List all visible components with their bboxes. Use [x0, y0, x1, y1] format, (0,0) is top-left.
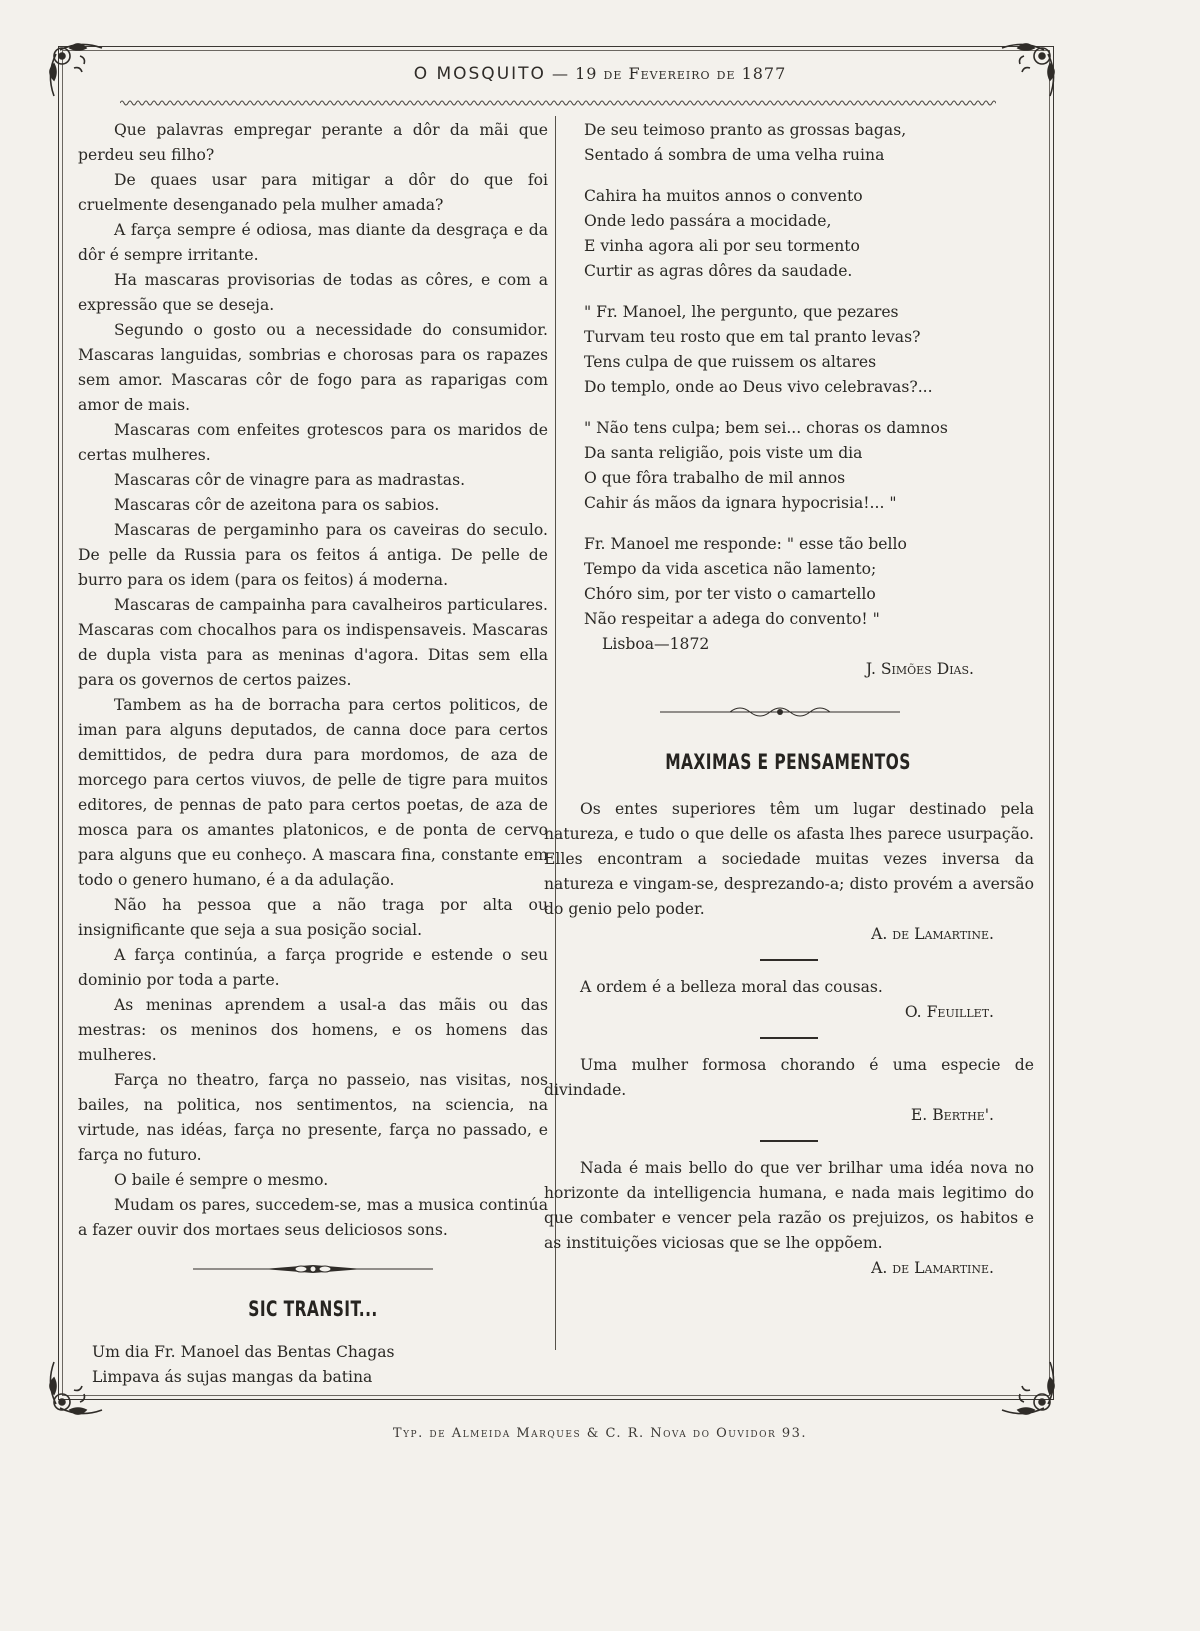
page-header: [0, 64, 1200, 84]
article-paragraph: Mascaras com enfeites grotescos para os maridos de certas mulheres.: [78, 421, 548, 464]
header-wavy-rule: [120, 98, 996, 108]
poem-stanza: [584, 184, 1034, 284]
maxima-text: Nada é mais bello do que ver brilhar uma idéa nova no horizonte da intelligencia humana, e nada mais legitimo do que combater e vencer pela razão os prejuizos, os habitos e as instituições viciosas que se lhe oppõem.: [544, 1159, 1034, 1252]
poem-stanza: [584, 416, 1034, 516]
article-paragraph: Mascaras de campainha para cavalheiros particulares. Mascaras com chocalhos para os indispensaveis. Mascaras de dupla vista para as meninas d'agora. Ditas sem ella para os governos de certos paizes.: [78, 596, 548, 689]
maxima-separator-rule: [760, 959, 818, 961]
maxima-separator-rule: [760, 1140, 818, 1142]
sic-transit-poem-start: [92, 1340, 548, 1390]
poem-place-date: Lisboa—1872: [602, 635, 710, 653]
maxima-text: A ordem é a belleza moral das cousas.: [580, 978, 883, 996]
article-paragraph: Ha mascaras provisorias de todas as côres, e com a expressão que se deseja.: [78, 271, 548, 314]
corner-ornament-bottom-right: [992, 1352, 1064, 1424]
poem-line: Cahira ha muitos annos o convento: [584, 187, 863, 205]
article-paragraph: Segundo o gosto ou a necessidade do consumidor. Mascaras languidas, sombrias e chorosas para os rapazes sem amor. Mascaras côr de fogo para as raparigas com amor de mais.: [78, 321, 548, 414]
poem-line: Turvam teu rosto que em tal pranto levas?: [584, 328, 921, 346]
maxima-author: A. de Lamartine.: [871, 1259, 994, 1277]
poem-stanza: [584, 118, 1034, 168]
maxima-author: A. de Lamartine.: [871, 925, 994, 943]
maxima-text: Uma mulher formosa chorando é uma especie de divindade.: [544, 1056, 1034, 1099]
maxima-text: Os entes superiores têm um lugar destinado pela natureza, e tudo o que delle os afasta lhes parece usurpação. Elles encontram a sociedade muitas vezes inversa da natureza e vingam-se, desprezando-a; disto provém a aversão do genio pelo poder.: [544, 800, 1034, 918]
article-paragraph: A farça continúa, a farça progride e estende o seu dominio por toda a parte.: [78, 946, 548, 989]
article-paragraph: Que palavras empregar perante a dôr da mãi que perdeu seu filho?: [78, 121, 548, 164]
section-ornament-divider: [660, 704, 900, 720]
poem-line: Curtir as agras dôres da saudade.: [584, 262, 853, 280]
maximas-list: [544, 797, 1034, 1281]
issue-date: — 19 de Fevereiro de 1877: [552, 64, 787, 83]
article-paragraph: Não ha pessoa que a não traga por alta ou insignificante que seja a sua posição social.: [78, 896, 548, 939]
poem-line: Do templo, onde ao Deus vivo celebravas?...: [584, 378, 933, 396]
right-column: [544, 118, 1034, 1281]
poem-line: Tens culpa de que ruissem os altares: [584, 353, 877, 371]
poem-line: Um dia Fr. Manoel das Bentas Chagas: [92, 1343, 395, 1361]
poem-line: De seu teimoso pranto as grossas bagas,: [584, 121, 907, 139]
poem-line: Fr. Manoel me responde: " esse tão bello: [584, 535, 907, 553]
printer-imprint: Typ. de Almeida Marques & C. R. Nova do Ouvidor 93.: [392, 1426, 808, 1441]
article-paragraph: As meninas aprendem a usal-a das mãis ou das mestras: os meninos dos homens, e os homens das mulheres.: [78, 996, 548, 1064]
poem-line: Cahir ás mãos da ignara hypocrisia!... ": [584, 494, 897, 512]
poem-line: Tempo da vida ascetica não lamento;: [584, 560, 877, 578]
poem-line: Onde ledo passára a mocidade,: [584, 212, 832, 230]
article-paragraph: Mudam os pares, succedem-se, mas a musica continúa a fazer ouvir dos mortaes seus deliciosos sons.: [78, 1196, 548, 1239]
article-paragraph: Farça no theatro, farça no passeio, nas visitas, nos bailes, na politica, nos sentimentos, na sciencia, na virtude, nas idéas, farça no presente, farça no passado, e farça no futuro.: [78, 1071, 548, 1164]
poem-line: " Não tens culpa; bem sei... choras os damnos: [584, 419, 948, 437]
poem-line: Chóro sim, por ter visto o camartello: [584, 585, 876, 603]
poem-stanza: [584, 532, 1034, 632]
article-masks: [78, 118, 548, 1243]
left-column: [78, 118, 548, 1390]
article-paragraph: Mascaras de pergaminho para os caveiras do seculo. De pelle da Russia para os feitos á antiga. De pelle de burro para os idem (para os feitos) á moderna.: [78, 521, 548, 589]
poem-stanza: [584, 300, 1034, 400]
maximas-title: MAXIMAS E PENSAMENTOS: [665, 750, 911, 774]
poem-author: J. Simões Dias.: [865, 660, 974, 678]
poem-line: Não respeitar a adega do convento! ": [584, 610, 880, 628]
article-paragraph: Tambem as ha de borracha para certos politicos, de iman para alguns deputados, de canna doce para certos demittidos, de pedra dura para mordomos, de aza de morcego para certos viuvos, de pelle de tigre para muitos editores, de pennas de pato para certos poetas, de aza de mosca para os amantes platonicos, e de ponta de cervo para alguns que eu conheço. A mascara fina, constante em todo o genero humano, é a da adulação.: [78, 696, 548, 889]
poem-line: " Fr. Manoel, lhe pergunto, que pezares: [584, 303, 899, 321]
poem-line: Limpava ás sujas mangas da batina: [92, 1368, 373, 1386]
poem-line: Da santa religião, pois viste um dia: [584, 444, 863, 462]
article-paragraph: De quaes usar para mitigar a dôr do que foi cruelmente desenganado pela mulher amada?: [78, 171, 548, 214]
poem-line: Sentado á sombra de uma velha ruina: [584, 146, 885, 164]
sic-transit-title: SIC TRANSIT...: [248, 1297, 378, 1321]
maxima-author: E. Berthe'.: [910, 1106, 994, 1124]
section-ornament-divider: [193, 1261, 433, 1277]
article-paragraph: Mascaras côr de vinagre para as madrastas.: [114, 471, 466, 489]
masthead-title: O MOSQUITO: [413, 64, 546, 84]
maxima-separator-rule: [760, 1037, 818, 1039]
poem-line: O que fôra trabalho de mil annos: [584, 469, 846, 487]
article-paragraph: Mascaras côr de azeitona para os sabios.: [114, 496, 440, 514]
poem-line: E vinha agora ali por seu tormento: [584, 237, 860, 255]
article-paragraph: A farça sempre é odiosa, mas diante da desgraça e da dôr é sempre irritante.: [78, 221, 548, 264]
sic-transit-poem-continued: [572, 118, 1034, 632]
maxima-author: O. Feuillet.: [904, 1003, 994, 1021]
article-paragraph: O baile é sempre o mesmo.: [114, 1171, 329, 1189]
